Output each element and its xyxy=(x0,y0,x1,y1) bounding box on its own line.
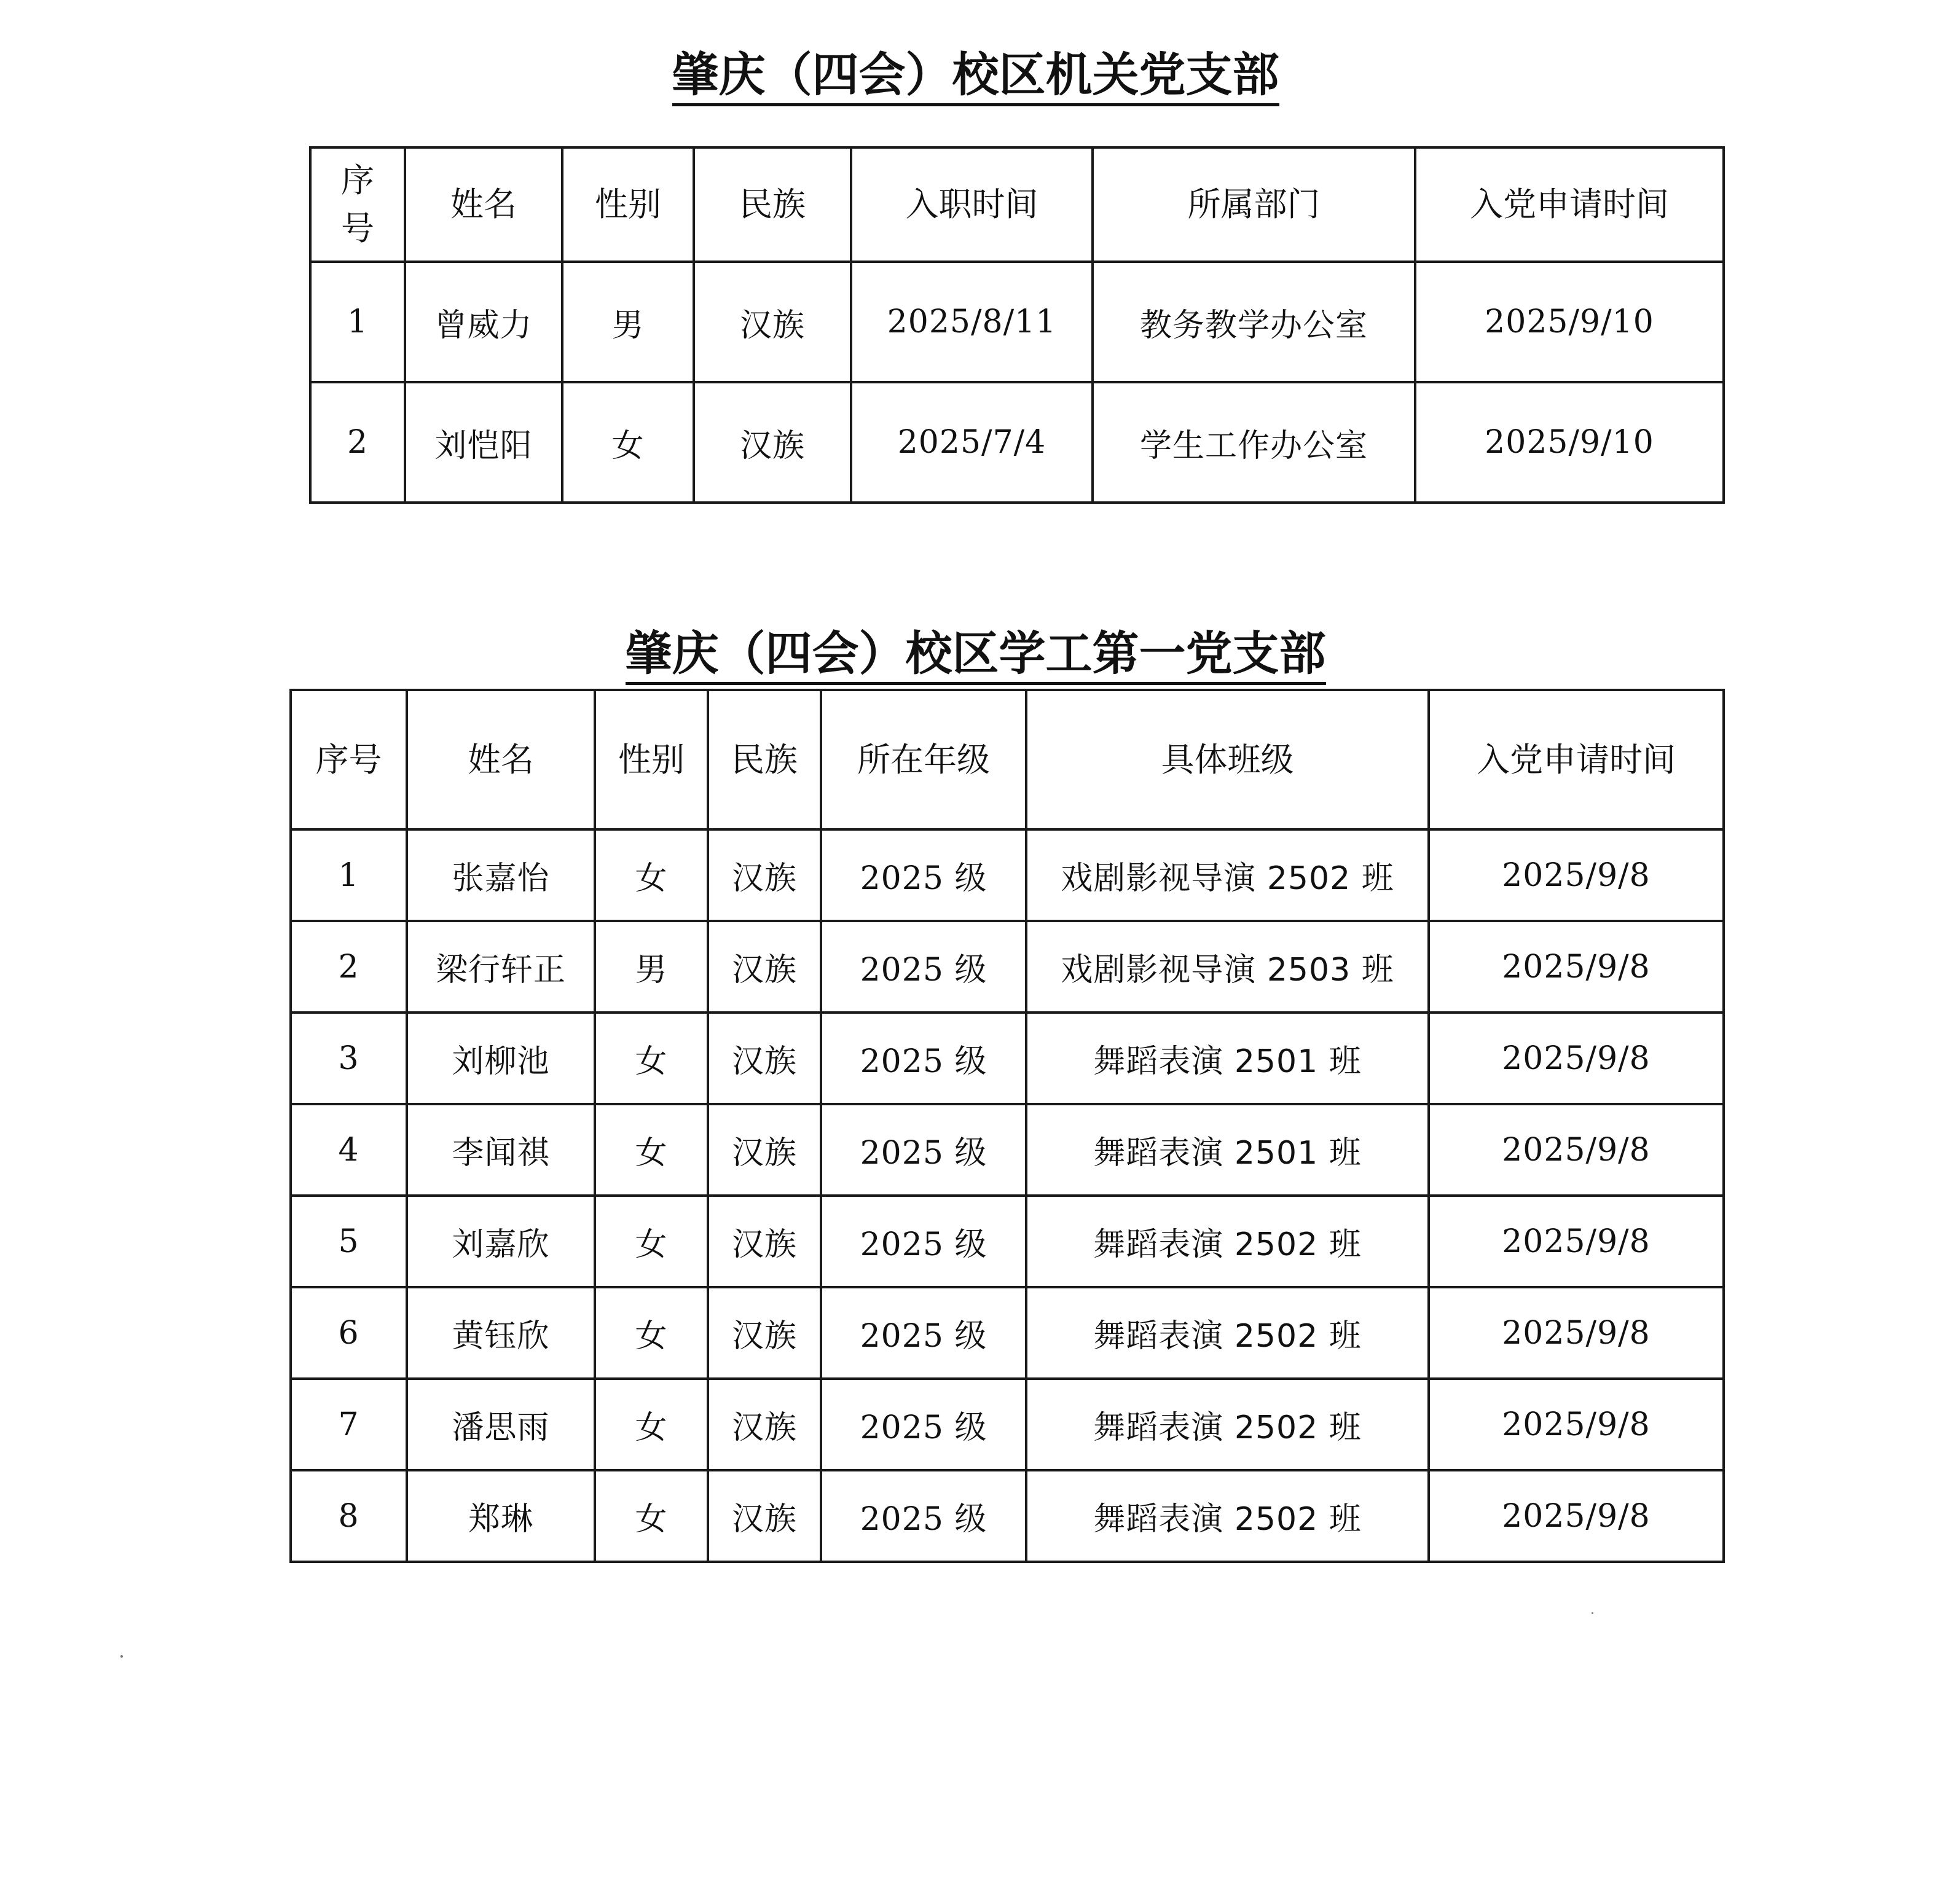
row-number: 1 xyxy=(291,829,407,921)
row-grade: 2025 级 xyxy=(821,1196,1026,1287)
row-name: 黄钰欣 xyxy=(407,1287,595,1379)
section1-header-gender: 性别 xyxy=(562,147,694,262)
row-number: 7 xyxy=(291,1379,407,1470)
row-name: 张嘉怡 xyxy=(407,829,595,921)
row-name: 刘嘉欣 xyxy=(407,1196,595,1287)
table-row xyxy=(291,829,1724,921)
row-apply-date: 2025/9/8 xyxy=(1429,1379,1724,1470)
row-number: 8 xyxy=(291,1470,407,1562)
row-ethnicity: 汉族 xyxy=(708,1013,821,1104)
section2-header-no: 序号 xyxy=(291,690,407,829)
section1-header-entry-date: 入职时间 xyxy=(851,147,1093,262)
section1-table xyxy=(309,146,1725,504)
section2-header-row xyxy=(291,690,1724,829)
row-apply-date: 2025/9/10 xyxy=(1415,262,1724,382)
row-gender: 女 xyxy=(595,1013,708,1104)
row-ethnicity: 汉族 xyxy=(708,1104,821,1196)
row-ethnicity: 汉族 xyxy=(708,921,821,1013)
section2-table-body xyxy=(291,829,1724,1562)
row-gender: 女 xyxy=(595,1470,708,1562)
section1-title xyxy=(0,47,1951,106)
section2-header-grade: 所在年级 xyxy=(821,690,1026,829)
row-grade: 2025 级 xyxy=(821,921,1026,1013)
row-class: 舞蹈表演 2502 班 xyxy=(1026,1470,1429,1562)
section2-header-class: 具体班级 xyxy=(1026,690,1429,829)
table-row xyxy=(291,1470,1724,1562)
row-name: 潘思雨 xyxy=(407,1379,595,1470)
row-apply-date: 2025/9/8 xyxy=(1429,829,1724,921)
row-number: 5 xyxy=(291,1196,407,1287)
row-name: 梁行轩正 xyxy=(407,921,595,1013)
row-ethnicity: 汉族 xyxy=(708,1470,821,1562)
row-number: 2 xyxy=(291,921,407,1013)
section1-header-apply-date: 入党申请时间 xyxy=(1415,147,1724,262)
scan-speck xyxy=(1592,1612,1593,1614)
section2-title-text: 肇庆（四会）校区学工第一党支部 xyxy=(626,630,1326,685)
section2-title xyxy=(0,626,1951,685)
row-apply-date: 2025/9/10 xyxy=(1415,382,1724,503)
row-entry-date: 2025/7/4 xyxy=(851,382,1093,503)
row-number: 4 xyxy=(291,1104,407,1196)
section1-header-no-line2: 号 xyxy=(341,209,374,248)
row-class: 戏剧影视导演 2502 班 xyxy=(1026,829,1429,921)
row-apply-date: 2025/9/8 xyxy=(1429,1104,1724,1196)
row-grade: 2025 级 xyxy=(821,1104,1026,1196)
row-ethnicity: 汉族 xyxy=(694,262,851,382)
row-department: 教务教学办公室 xyxy=(1093,262,1415,382)
row-gender: 男 xyxy=(562,262,694,382)
section1-header-row xyxy=(310,147,1724,262)
row-name: 刘恺阳 xyxy=(405,382,562,503)
section2-table xyxy=(289,689,1725,1563)
section2-header-name: 姓名 xyxy=(407,690,595,829)
table-row xyxy=(291,1379,1724,1470)
row-grade: 2025 级 xyxy=(821,829,1026,921)
row-ethnicity: 汉族 xyxy=(708,1196,821,1287)
row-ethnicity: 汉族 xyxy=(694,382,851,503)
row-gender: 女 xyxy=(595,1104,708,1196)
section2-header-apply-date: 入党申请时间 xyxy=(1429,690,1724,829)
row-number: 3 xyxy=(291,1013,407,1104)
row-gender: 女 xyxy=(595,829,708,921)
row-apply-date: 2025/9/8 xyxy=(1429,921,1724,1013)
row-number: 1 xyxy=(310,262,405,382)
row-gender: 男 xyxy=(595,921,708,1013)
row-class: 戏剧影视导演 2503 班 xyxy=(1026,921,1429,1013)
table-row xyxy=(291,1287,1724,1379)
section1-header-no-line1: 序 xyxy=(341,160,374,200)
row-gender: 女 xyxy=(562,382,694,503)
row-name: 李闻祺 xyxy=(407,1104,595,1196)
row-grade: 2025 级 xyxy=(821,1379,1026,1470)
row-gender: 女 xyxy=(595,1379,708,1470)
row-class: 舞蹈表演 2501 班 xyxy=(1026,1013,1429,1104)
row-ethnicity: 汉族 xyxy=(708,1379,821,1470)
row-ethnicity: 汉族 xyxy=(708,829,821,921)
row-number: 6 xyxy=(291,1287,407,1379)
table-row xyxy=(291,921,1724,1013)
section1-header-no xyxy=(310,147,405,262)
section1-header-department: 所属部门 xyxy=(1093,147,1415,262)
row-class: 舞蹈表演 2501 班 xyxy=(1026,1104,1429,1196)
row-name: 郑琳 xyxy=(407,1470,595,1562)
table-row xyxy=(310,262,1724,382)
section1-header-name: 姓名 xyxy=(405,147,562,262)
scan-speck xyxy=(120,1655,123,1658)
row-class: 舞蹈表演 2502 班 xyxy=(1026,1196,1429,1287)
section1-title-text: 肇庆（四会）校区机关党支部 xyxy=(672,52,1279,106)
row-entry-date: 2025/8/11 xyxy=(851,262,1093,382)
row-apply-date: 2025/9/8 xyxy=(1429,1470,1724,1562)
row-grade: 2025 级 xyxy=(821,1287,1026,1379)
row-department: 学生工作办公室 xyxy=(1093,382,1415,503)
table-row xyxy=(291,1013,1724,1104)
row-name: 刘柳池 xyxy=(407,1013,595,1104)
row-gender: 女 xyxy=(595,1287,708,1379)
row-apply-date: 2025/9/8 xyxy=(1429,1287,1724,1379)
row-class: 舞蹈表演 2502 班 xyxy=(1026,1379,1429,1470)
row-name: 曾威力 xyxy=(405,262,562,382)
section2-header-ethnicity: 民族 xyxy=(708,690,821,829)
row-apply-date: 2025/9/8 xyxy=(1429,1013,1724,1104)
section1-header-ethnicity: 民族 xyxy=(694,147,851,262)
row-class: 舞蹈表演 2502 班 xyxy=(1026,1287,1429,1379)
section2-header-gender: 性别 xyxy=(595,690,708,829)
row-gender: 女 xyxy=(595,1196,708,1287)
row-number: 2 xyxy=(310,382,405,503)
table-row xyxy=(310,382,1724,503)
row-grade: 2025 级 xyxy=(821,1470,1026,1562)
table-row xyxy=(291,1104,1724,1196)
table-row xyxy=(291,1196,1724,1287)
row-apply-date: 2025/9/8 xyxy=(1429,1196,1724,1287)
row-ethnicity: 汉族 xyxy=(708,1287,821,1379)
row-grade: 2025 级 xyxy=(821,1013,1026,1104)
